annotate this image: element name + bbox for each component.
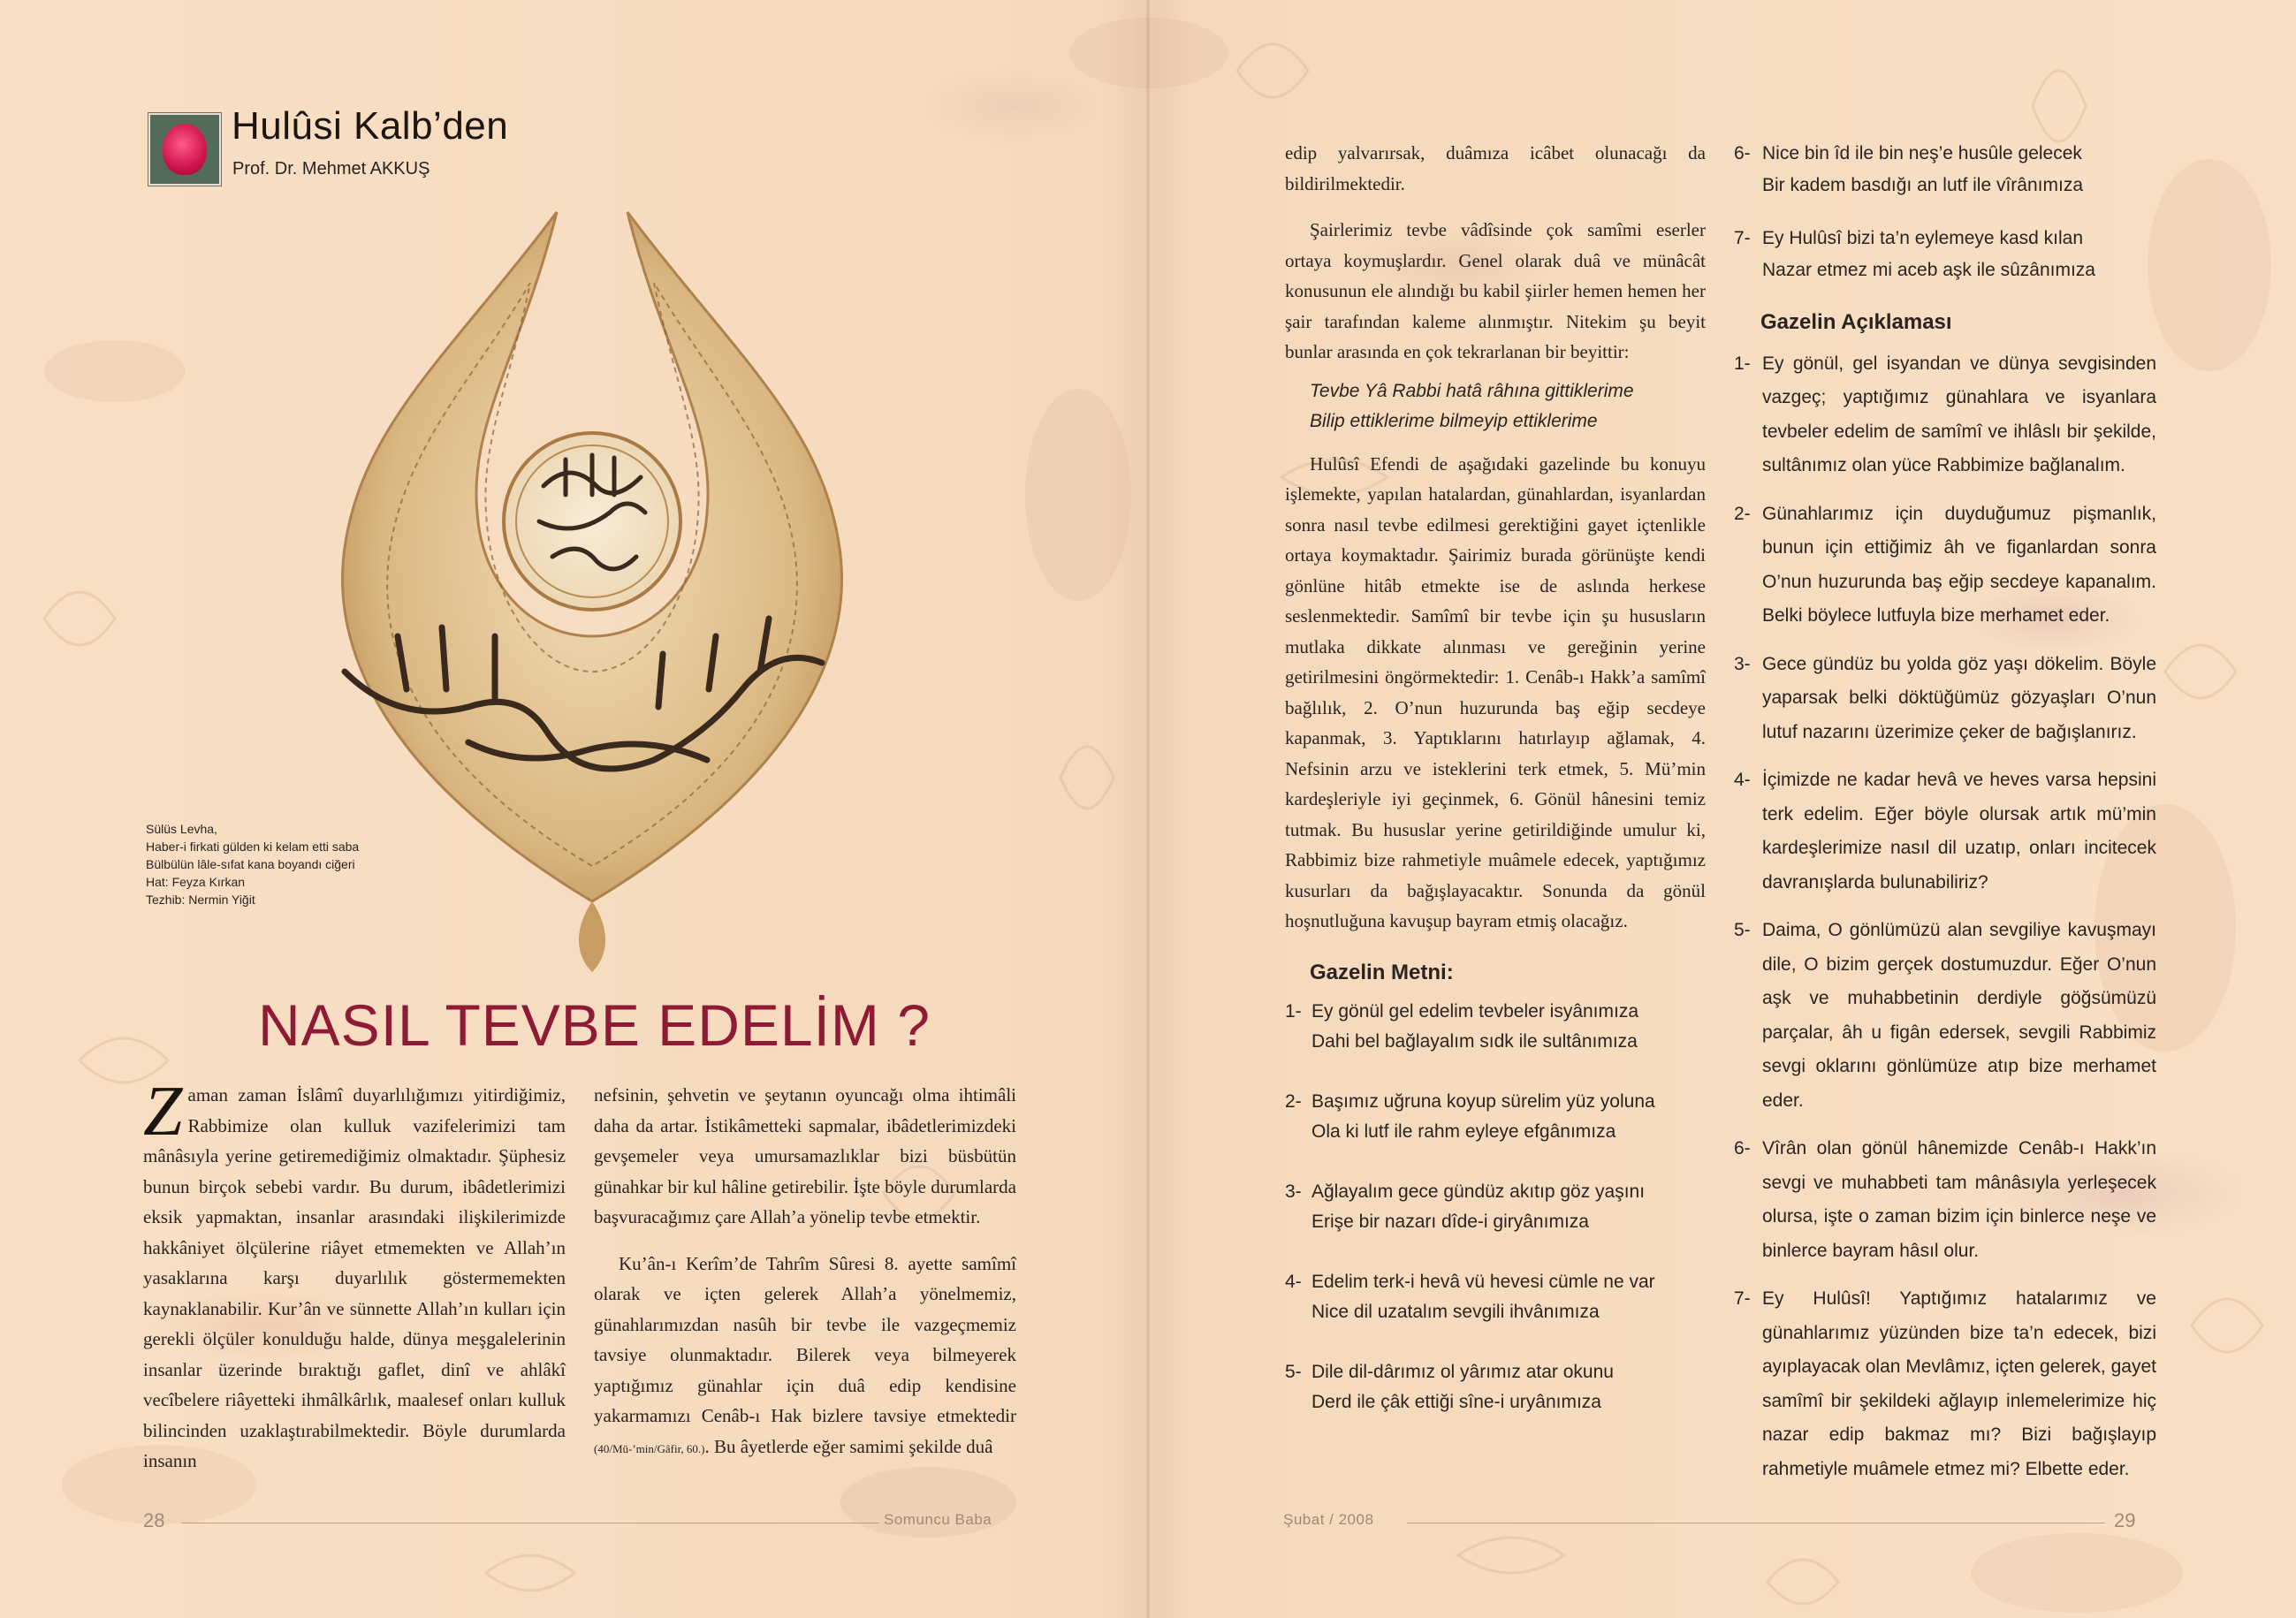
rose-icon	[148, 113, 221, 186]
couplet: 6- Nice bin îd ile bin neş’e husûle gelecek Bir kadem basdığı an lutf ile vîrânımıza	[1734, 143, 2083, 195]
couplet: 4- Edelim terk-i hevâ vü hevesi cümle ne var Nice dil uzatalım sevgili ihvânımıza	[1285, 1272, 1655, 1322]
citation: (40/Mü-’min/Gâfir, 60.)	[594, 1441, 705, 1455]
explanation-item: 7- Ey Hulûsî! Yaptığımız hatalarımız ve günahlarımız yüzünden bize ta’n edecek, bizi ayıplayacak olan Mevlâmız, içten gelerek, gayet samîmî bir şekildeki ağlayıp inlemelerimize hiç nazar edip bakmaz mı? Bizi bağışlayıp rahmetiyle muâmele etmez mi? Elbette eder.	[1734, 1288, 2156, 1479]
couplet: 1- Ey gönül gel edelim tevbeler isyânımıza Dahi bel bağlayalım sıdk ile sultânımıza	[1285, 1001, 1639, 1052]
page-number-left: 28	[143, 1509, 165, 1531]
paragraph: Ku’ân-ı Kerîm’de Tahrîm Sûresi 8. ayette samîmî olarak ve içten gelerek Allah’a yönelmemiz, günahlarımızdan nasûh bir tevbe ile vazgeçmemiz tavsiye olunmaktadır. Bilerek veya bilmeyerek yaptığımız günahlar için duâ edip kendisine yakarmamızı Cenâb-ı Hak bizlere tavsiye etmektedir (40/Mü-’min/Gâfir, 60.). Bu âyetlerde eğer samimi şekilde duâ	[594, 1252, 1016, 1457]
couplet: 3- Ağlayalım gece gündüz akıtıp göz yaşını Erişe bir nazarı dîde-i giryânımıza	[1285, 1181, 1646, 1232]
paragraph: nefsinin, şehvetin ve şeytanın oyuncağı olma ihtimâli daha da artar. İstikâmetteki sapmalar, ibâdetlerimizdeki gevşemeler veya umursamazlıklar bizi büsbütün günahkar bir kul hâline getirebilir. İşte böyle durumlarda başvuracağımız çare Allah’a yönelip tevbe etmektir.	[594, 1084, 1016, 1227]
caption-line: Sülüs Levha,	[146, 822, 217, 836]
text-column-4	[1734, 138, 2156, 1500]
text-column-1	[143, 1073, 566, 1477]
caption-line: Bülbülün lâle-sıfat kana boyandı ciğeri	[146, 857, 355, 871]
column-title: Hulûsi Kalb’den	[232, 104, 509, 148]
section-heading: Gazelin Açıklaması	[1760, 310, 1952, 334]
section-heading: Gazelin Metni:	[1310, 960, 1454, 984]
caption-line: Haber-i firkati gülden ki kelam etti saba	[146, 839, 360, 854]
quoted-verse: Tevbe Yâ Rabbi hatâ râhına gittiklerime Bilip ettiklerime bilmeyip ettiklerime	[1310, 380, 1634, 431]
image-caption	[146, 820, 359, 908]
couplet: 5- Dile dil-dârımız ol yârımız atar okunu Derd ile çâk ettiği sîne-i uryânımıza	[1285, 1362, 1614, 1412]
article-title: NASIL TEVBE EDELİM ?	[258, 992, 931, 1058]
page-gutter	[1146, 0, 1150, 1618]
caption-line: Tezhib: Nermin Yiğit	[146, 893, 255, 907]
paragraph: Hulûsî Efendi de aşağıdaki gazelinde bu konuyu işlemekte, yapılan hatalardan, günahlardan, isyanlardan sonra nasıl tevbe edilmesi gerektiğini gayet içtenlikle ortaya koymaktadır. Şairimiz burada görünüşte kendi gönlüne hitâb etmekte ise de aslında herkese seslenmektedir. Samîmî bir tevbe için şu hususların mutlaka dikkate alınması ve gereğinin yerine getirilmesini öngörmektedir: 1. Cenâb-ı Hakk’a samîmî bağlılık, 2. O’nun huzurunda baş eğip secdeye kapanmak, 3. Yaptıklarını hatırlayıp ağlamak, 4. Nefsinin arzu ve isteklerini terk etmek, 5. Mü’min kardeşleriyle iyi geçinmek, 6. Gönül hânesini temiz tutmak. Bu hususlar yerine getirildiğinde umulur ki, Rabbimiz bize rahmetiyle muâmele edecek, yaptığımız kusurları da bağışlayacaktır. Sonunda da gönül hoşnutluğuna kavuşup bayram etmiş olacağız.	[1285, 452, 1706, 931]
couplet: 7- Ey Hulûsî bizi ta’n eylemeye kasd kılan Nazar etmez mi aceb aşk ile sûzânımıza	[1734, 228, 2095, 280]
paragraph: edip yalvarırsak, duâmıza icâbet olunacağı da bildirilmektedir.	[1285, 142, 1706, 194]
explanation-item: 2- Günahlarımız için duyduğumuz pişmanlık, bunun için ettiğimiz âh ve figanlardan sonra O’nun huzurunda baş eğip secdeye kapanalım. Belki böylece lutfuyla bize merhamet eder.	[1734, 503, 2156, 626]
explanation-item: 1- Ey gönül, gel isyandan ve dünya sevgisinden vazgeç; yaptığımız günahlara ve isyanlara tevbeler edelim de samîmî ve ihlâslı bir şekilde, sultânımız olan yüce Rabbimize bağlanalım.	[1734, 353, 2156, 475]
calligraphy-illumination-image	[292, 177, 893, 972]
explanation-item: 3- Gece gündüz bu yolda göz yaşı dökelim. Böyle yaparsak belki döktüğümüz gözyaşları O’nun lutuf nazarını üzerimize çeker de bağışlanırız.	[1734, 653, 2156, 742]
author-name: Prof. Dr. Mehmet AKKUŞ	[232, 159, 430, 179]
explanation-item: 4- İçimizde ne kadar hevâ ve heves varsa hepsini terk edelim. Eğer böyle olursak artık mü’min kardeşlerimize nasıl dil uzatıp, onları incitecek davranışlarda bulunabiliriz?	[1734, 770, 2156, 893]
intro-paragraph: Zaman zaman İslâmî duyarlılığımızı yitirdiğimiz, Rabbimize olan kulluk vazifelerimizi tam mânâsıyla yerine getiremediğimiz olmaktadır. Şüphesiz bunun birçok sebebi vardır. Bu durum, ibâdetlerimizi eksik yapmaktan, insanlar arasındaki ilişkilerimizde hakkâniyet ölçülerine riâyet etmemekten ve Allah’ın yasaklarına karşı duyarlılık göstermemekten kaynaklanabilir. Kur’ân ve sünnette Allah’ın kulları için gerekli ölçüler konulduğu halde, dünya meşgalelerinin insanlar üzerinde bıraktığı gaflet, dinî ve ahlâkî vecîbelere riâyetteki ihmâlkârlık, maalesef onları kulluk bilincinden uzaklaştırabilmektedir. Böyle durumlarda insanın	[143, 1073, 566, 1471]
explanation-item: 5- Daima, O gönlümüzü alan sevgiliye kavuşmayı dile, O bizim gerçek dostumuzdur. Eğer O’nun aşk ve muhabbetinin derdiyle göğsümüzü parçalar, âh u figân edersek, sevgili Rabbimiz sevgi oklarını gönlümüze atıp bize merhamet eder.	[1734, 920, 2156, 1111]
caption-line: Hat: Feyza Kırkan	[146, 875, 246, 889]
page-number-right: 29	[2114, 1509, 2136, 1531]
explanation-item: 6- Vîrân olan gönül hânemizde Cenâb-ı Hakk’ın sevgi ve muhabbeti tam mânâsıyla yerleşecek olursa, işte o zaman bizim için binlerce neşe ve binlerce bayram hâsıl olur.	[1734, 1138, 2156, 1261]
text-column-3	[1285, 138, 1706, 1447]
couplet: 2- Başımız uğruna koyup sürelim yüz yoluna Ola ki lutf ile rahm eyleye efgânımıza	[1285, 1091, 1655, 1142]
magazine-name: Somuncu Baba	[884, 1511, 992, 1528]
issue-date: Şubat / 2008	[1283, 1511, 1374, 1528]
text-column-2	[594, 1080, 1016, 1464]
paragraph: Şairlerimiz tevbe vâdîsinde çok samîmi eserler ortaya koymuşlardır. Genel olarak duâ ve münâcât konusunun ele alındığı bu kabil şiirler hemen hemen her şair tarafından kaleme alınmıştır. Nitekim şu beyit bunlar arasında en çok tekrarlanan bir beyittir:	[1285, 219, 1706, 362]
drop-cap: Z	[143, 1073, 183, 1151]
